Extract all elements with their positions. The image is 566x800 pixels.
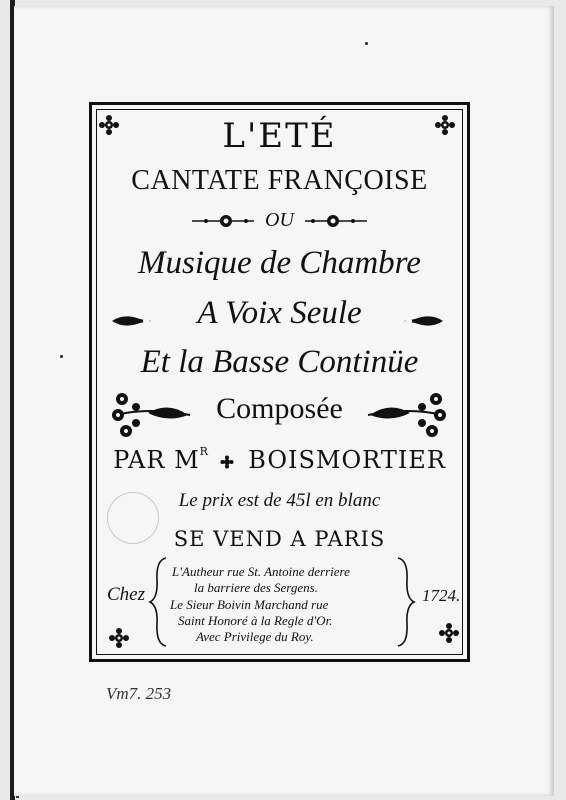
address-line: Saint Honoré à la Regle d'Or. [178,613,333,628]
composee-label: Composée [216,392,343,425]
subtitle-line-chamber: Musique de Chambre [138,245,421,281]
scroll-ornament-icon [299,211,369,231]
sold-in-paris: SE VEND A PARIS [173,527,386,551]
flower-corner-icon [108,627,130,649]
scroll-ornament-icon [190,211,260,231]
address-line: L'Autheur rue St. Antoine derriere [172,564,350,579]
subtitle-line-continuo: Et la Basse Continüe [140,344,419,380]
price-line: Le prix est de 45l en blanc [178,490,381,511]
right-brace [396,556,416,648]
composer-name: BOISMORTIER [248,446,446,474]
shelfmark: Vm7. 253 [106,684,172,703]
floral-spray-icon [366,385,450,445]
ou-ornament-row [96,208,463,234]
chez-label: Chez [107,584,145,605]
author-superscript: R [199,445,209,458]
cantata-title: L'ETÉ [222,116,337,156]
publication-year: 1724. [422,586,461,605]
left-brace [148,556,168,648]
ink-spot [365,42,368,45]
address-line: la barriere des Sergens. [194,580,318,595]
subtitle-line-voice: A Voix Seule [197,295,362,331]
address-line: Le Sieur Boivin Marchand rue [170,597,329,612]
cantata-subtitle: CANTATE FRANÇOISE [131,165,428,196]
small-flower-icon [220,455,234,469]
ink-spot [60,355,63,358]
author-line [96,446,463,474]
flower-corner-icon [438,622,460,644]
author-prefix: PAR M [113,446,200,474]
leaf-ornament-icon [401,311,445,331]
privilege-line: Avec Privilege du Roy. [196,629,314,644]
ou-label: OU [265,209,294,231]
